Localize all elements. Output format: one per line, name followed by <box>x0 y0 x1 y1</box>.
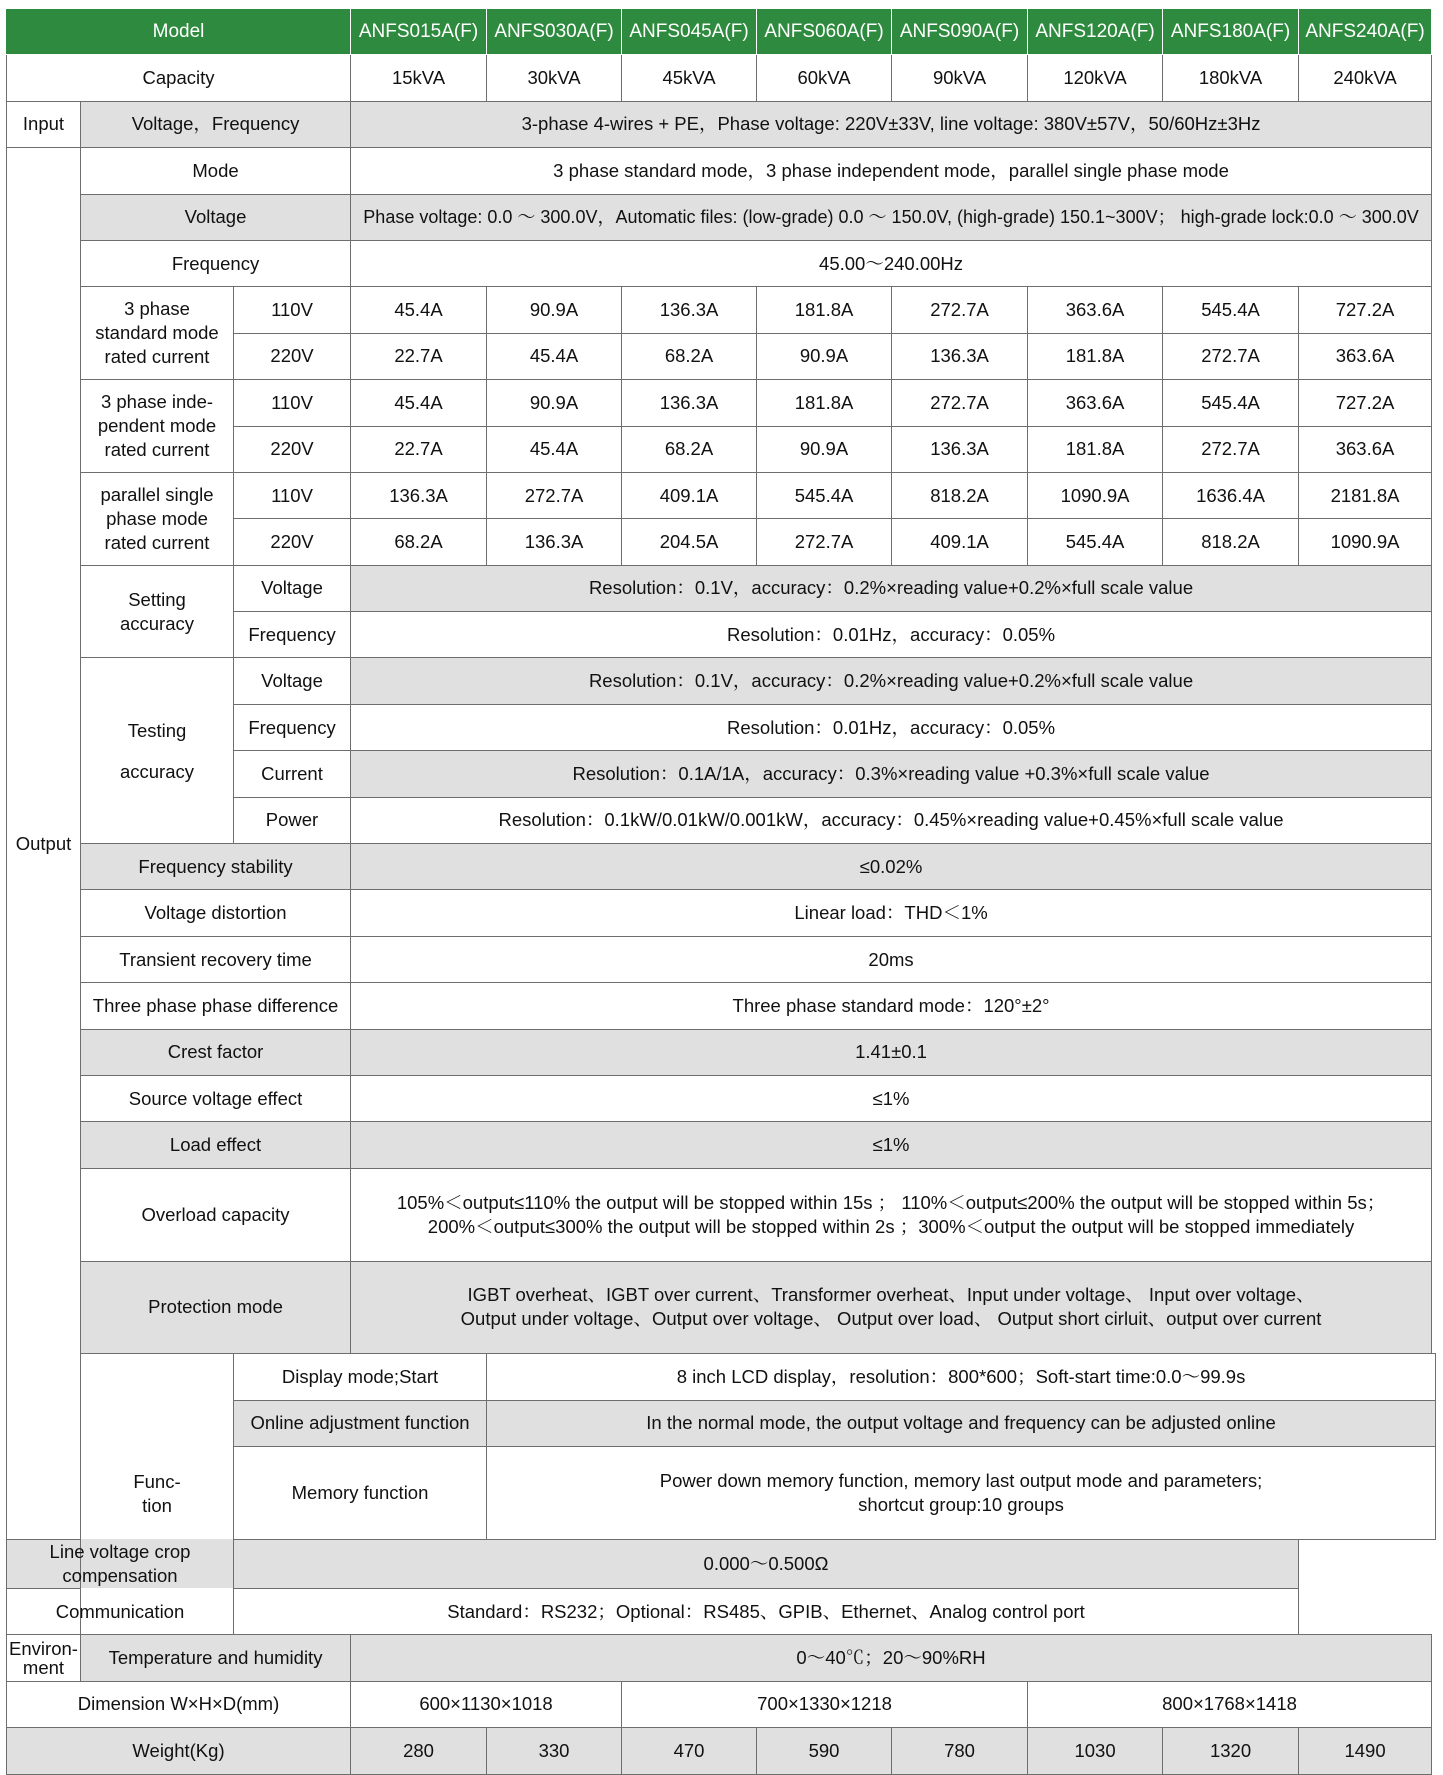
current-value: 272.7A <box>892 380 1028 426</box>
label-line: rated current <box>104 439 210 461</box>
label-line: standard mode <box>95 322 219 344</box>
model-name: ANFS180A(F) <box>1163 9 1299 55</box>
weight-value: 280 <box>351 1728 487 1774</box>
model-name: ANFS015A(F) <box>351 9 487 55</box>
current-value: 1636.4A <box>1163 472 1299 518</box>
current-value: 181.8A <box>1028 333 1163 379</box>
current-value: 136.3A <box>622 380 757 426</box>
current-value: 272.7A <box>757 519 892 565</box>
source-effect-row <box>7 1075 1436 1121</box>
current-value: 90.9A <box>487 380 622 426</box>
dimension-value: 700×1330×1218 <box>622 1681 1028 1727</box>
capacity-label: Capacity <box>7 55 351 101</box>
model-header-row <box>7 9 1436 55</box>
parameter-label: Frequency <box>234 612 351 658</box>
output-voltage-row <box>7 194 1436 240</box>
current-value: 68.2A <box>351 519 487 565</box>
current-value: 409.1A <box>622 472 757 518</box>
current-value: 136.3A <box>351 472 487 518</box>
online-label: Online adjustment function <box>234 1400 487 1446</box>
label-line: rated current <box>104 531 210 553</box>
line-comp-row <box>7 1539 1436 1588</box>
output-frequency-value: 45.00～240.00Hz <box>351 240 1432 286</box>
voltage-level: 110V <box>234 472 351 518</box>
source-effect-label: Source voltage effect <box>81 1075 351 1121</box>
weight-label: Weight(Kg) <box>7 1728 351 1774</box>
overload-label: Overload capacity <box>81 1168 351 1261</box>
model-name: ANFS120A(F) <box>1028 9 1163 55</box>
current-value: 22.7A <box>351 333 487 379</box>
current-value: 45.4A <box>351 380 487 426</box>
parameter-value: Resolution：0.1A/1A，accuracy：0.3%×reading value +0.3%×full scale value <box>351 751 1432 797</box>
crest-row <box>7 1029 1436 1075</box>
current-value: 68.2A <box>622 426 757 472</box>
phase-diff-value: Three phase standard mode：120°±2° <box>351 983 1432 1029</box>
voltage-distortion-row <box>7 890 1436 936</box>
weight-value: 1030 <box>1028 1728 1163 1774</box>
input-category: Input <box>7 101 81 147</box>
current-value: 2181.8A <box>1299 472 1432 518</box>
current-value: 68.2A <box>622 333 757 379</box>
std-mode-label <box>81 287 234 380</box>
current-value: 272.7A <box>487 472 622 518</box>
online-value: In the normal mode, the output voltage and frequency can be adjusted online <box>487 1400 1436 1446</box>
current-value: 272.7A <box>1163 426 1299 472</box>
display-label: Display mode;Start <box>234 1354 487 1400</box>
input-label: Voltage，Frequency <box>81 101 351 147</box>
weight-value: 330 <box>487 1728 622 1774</box>
label-line: 3 phase <box>124 298 190 320</box>
weight-value: 1490 <box>1299 1728 1432 1774</box>
label-line: parallel single <box>100 483 214 505</box>
current-value: 363.6A <box>1299 333 1432 379</box>
crest-label: Crest factor <box>81 1029 351 1075</box>
parameter-value: Resolution：0.1V，accuracy：0.2%×reading value+0.2%×full scale value <box>351 658 1432 704</box>
protection-line: IGBT overheat、IGBT over current、Transformer overheat、Input under voltage、 Input over voltage、 <box>467 1284 1315 1306</box>
setting-voltage-row <box>7 565 1436 611</box>
environment-value: 0～40℃；20～90%RH <box>351 1635 1432 1681</box>
display-row <box>7 1354 1436 1400</box>
current-value: 545.4A <box>757 472 892 518</box>
weight-row <box>7 1728 1436 1774</box>
testing-voltage-row <box>7 658 1436 704</box>
transient-label: Transient recovery time <box>81 936 351 982</box>
load-effect-label: Load effect <box>81 1122 351 1168</box>
output-frequency-label: Frequency <box>81 240 351 286</box>
voltage-level: 220V <box>234 519 351 565</box>
overload-line: 105%＜output≤110% the output will be stopped within 15s ； 110%＜output≤200% the output will be stopped within 5s； <box>396 1191 1386 1213</box>
load-effect-row <box>7 1122 1436 1168</box>
capacity-value: 60kVA <box>757 55 892 101</box>
current-value: 727.2A <box>1299 287 1432 333</box>
setting-accuracy-label <box>81 565 234 658</box>
line-comp-value: 0.000～0.500Ω <box>234 1539 1299 1588</box>
comm-label: Communication <box>7 1588 234 1634</box>
environment-category <box>7 1635 81 1681</box>
weight-value: 1320 <box>1163 1728 1299 1774</box>
current-value: 363.6A <box>1028 380 1163 426</box>
freq-stability-row <box>7 844 1436 890</box>
current-value: 22.7A <box>351 426 487 472</box>
weight-value: 780 <box>892 1728 1028 1774</box>
memory-label: Memory function <box>234 1447 487 1540</box>
model-name: ANFS045A(F) <box>622 9 757 55</box>
ind-mode-label <box>81 380 234 473</box>
parameter-value: Resolution：0.1V，accuracy：0.2%×reading value+0.2%×full scale value <box>351 565 1432 611</box>
label-line: phase mode <box>106 507 208 529</box>
current-value: 204.5A <box>622 519 757 565</box>
current-value: 818.2A <box>892 472 1028 518</box>
current-value: 45.4A <box>351 287 487 333</box>
phase-diff-row <box>7 983 1436 1029</box>
current-value: 727.2A <box>1299 380 1432 426</box>
dimension-label: Dimension W×H×D(mm) <box>7 1681 351 1727</box>
output-frequency-row <box>7 240 1436 286</box>
spec-sheet <box>6 8 1436 1775</box>
overload-row <box>7 1168 1436 1261</box>
label-line: accuracy <box>119 612 195 634</box>
label-line: Testing <box>127 719 187 741</box>
environment-row <box>7 1635 1436 1681</box>
parameter-label: Power <box>234 797 351 843</box>
current-value: 90.9A <box>487 287 622 333</box>
transient-row <box>7 936 1436 982</box>
current-value: 136.3A <box>487 519 622 565</box>
current-value: 45.4A <box>487 333 622 379</box>
label-line: accuracy <box>119 760 195 782</box>
freq-stability-label: Frequency stability <box>81 844 351 890</box>
voltage-distortion-value: Linear load：THD＜1% <box>351 890 1432 936</box>
protection-value <box>351 1261 1432 1354</box>
current-value: 136.3A <box>622 287 757 333</box>
parameter-label: Voltage <box>234 565 351 611</box>
capacity-value: 90kVA <box>892 55 1028 101</box>
freq-stability-value: ≤0.02% <box>351 844 1432 890</box>
load-effect-value: ≤1% <box>351 1122 1432 1168</box>
input-row <box>7 101 1436 147</box>
capacity-value: 30kVA <box>487 55 622 101</box>
current-value: 272.7A <box>892 287 1028 333</box>
current-value: 1090.9A <box>1299 519 1432 565</box>
current-value: 272.7A <box>1163 333 1299 379</box>
current-value: 90.9A <box>757 426 892 472</box>
label-line: Func- <box>133 1471 181 1493</box>
dimension-value: 600×1130×1018 <box>351 1681 622 1727</box>
capacity-row <box>7 55 1436 101</box>
phase-diff-label: Three phase phase difference <box>81 983 351 1029</box>
current-value: 181.8A <box>757 287 892 333</box>
current-value: 545.4A <box>1028 519 1163 565</box>
parameter-value: Resolution：0.1kW/0.01kW/0.001kW，accuracy：0.45%×reading value+0.45%×full scale value <box>351 797 1432 843</box>
parameter-label: Voltage <box>234 658 351 704</box>
ind-mode-110v-row <box>7 380 1436 426</box>
par-mode-110v-row <box>7 472 1436 518</box>
capacity-value: 240kVA <box>1299 55 1432 101</box>
comm-row <box>7 1588 1436 1634</box>
model-name: ANFS240A(F) <box>1299 9 1432 55</box>
voltage-level: 110V <box>234 380 351 426</box>
std-mode-110v-row <box>7 287 1436 333</box>
current-value: 1090.9A <box>1028 472 1163 518</box>
overload-value <box>351 1168 1432 1261</box>
display-value: 8 inch LCD display，resolution：800*600；Soft-start time:0.0～99.9s <box>487 1354 1436 1400</box>
protection-line: Output under voltage、Output over voltage、 Output over load、 Output short cirluit、output over current <box>460 1308 1322 1330</box>
current-value: 181.8A <box>757 380 892 426</box>
label-line: rated current <box>104 346 210 368</box>
crest-value: 1.41±0.1 <box>351 1029 1432 1075</box>
voltage-level: 110V <box>234 287 351 333</box>
parameter-label: Current <box>234 751 351 797</box>
parameter-label: Frequency <box>234 704 351 750</box>
capacity-value: 120kVA <box>1028 55 1163 101</box>
voltage-distortion-label: Voltage distortion <box>81 890 351 936</box>
environment-label: Temperature and humidity <box>81 1635 351 1681</box>
protection-label: Protection mode <box>81 1261 351 1354</box>
current-value: 136.3A <box>892 333 1028 379</box>
current-value: 409.1A <box>892 519 1028 565</box>
label-line: pendent mode <box>97 415 217 437</box>
par-mode-label <box>81 472 234 565</box>
capacity-value: 15kVA <box>351 55 487 101</box>
current-value: 545.4A <box>1163 287 1299 333</box>
memory-line: Power down memory function, memory last output mode and parameters; <box>659 1470 1263 1492</box>
parameter-value: Resolution：0.01Hz，accuracy：0.05% <box>351 704 1432 750</box>
current-value: 818.2A <box>1163 519 1299 565</box>
source-effect-value: ≤1% <box>351 1075 1432 1121</box>
model-name: ANFS030A(F) <box>487 9 622 55</box>
voltage-level: 220V <box>234 426 351 472</box>
model-label: Model <box>7 9 351 55</box>
current-value: 181.8A <box>1028 426 1163 472</box>
model-name: ANFS090A(F) <box>892 9 1028 55</box>
current-value: 45.4A <box>487 426 622 472</box>
label-line: ment <box>22 1657 65 1679</box>
testing-accuracy-label <box>81 658 234 844</box>
label-line: 3 phase inde- <box>100 391 214 413</box>
label-line: Environ- <box>9 1638 78 1660</box>
specification-table <box>6 8 1436 1775</box>
dimension-row <box>7 1681 1436 1727</box>
weight-value: 590 <box>757 1728 892 1774</box>
line-comp-label: Line voltage crop compensation <box>7 1539 234 1588</box>
output-voltage-value: Phase voltage: 0.0 ～ 300.0V，Automatic files: (low-grade) 0.0 ～ 150.0V, (high-grade) 150.1~300V； high-grade lock:0.0 ～ 300.0V <box>351 194 1432 240</box>
overload-line: 200%＜output≤300% the output will be stopped within 2s ；300%＜output the output will be stopped immediately <box>427 1215 1355 1237</box>
memory-value <box>487 1447 1436 1540</box>
model-name: ANFS060A(F) <box>757 9 892 55</box>
comm-value: Standard：RS232；Optional：RS485、GPIB、Ethernet、Analog control port <box>234 1588 1299 1634</box>
capacity-value: 45kVA <box>622 55 757 101</box>
transient-value: 20ms <box>351 936 1432 982</box>
weight-value: 470 <box>622 1728 757 1774</box>
current-value: 363.6A <box>1299 426 1432 472</box>
current-value: 363.6A <box>1028 287 1163 333</box>
input-value: 3-phase 4-wires + PE，Phase voltage: 220V±33V, line voltage: 380V±57V，50/60Hz±3Hz <box>351 101 1432 147</box>
output-mode-row <box>7 148 1436 194</box>
memory-line: shortcut group:10 groups <box>858 1494 1064 1516</box>
current-value: 545.4A <box>1163 380 1299 426</box>
output-category: Output <box>7 148 81 1540</box>
output-voltage-label: Voltage <box>81 194 351 240</box>
label-line: tion <box>142 1495 172 1517</box>
voltage-level: 220V <box>234 333 351 379</box>
dimension-value: 800×1768×1418 <box>1028 1681 1432 1727</box>
mode-label: Mode <box>81 148 351 194</box>
current-value: 136.3A <box>892 426 1028 472</box>
protection-row <box>7 1261 1436 1354</box>
label-line: Setting <box>128 588 186 610</box>
capacity-value: 180kVA <box>1163 55 1299 101</box>
current-value: 90.9A <box>757 333 892 379</box>
mode-value: 3 phase standard mode，3 phase independent mode，parallel single phase mode <box>351 148 1432 194</box>
parameter-value: Resolution：0.01Hz，accuracy：0.05% <box>351 612 1432 658</box>
